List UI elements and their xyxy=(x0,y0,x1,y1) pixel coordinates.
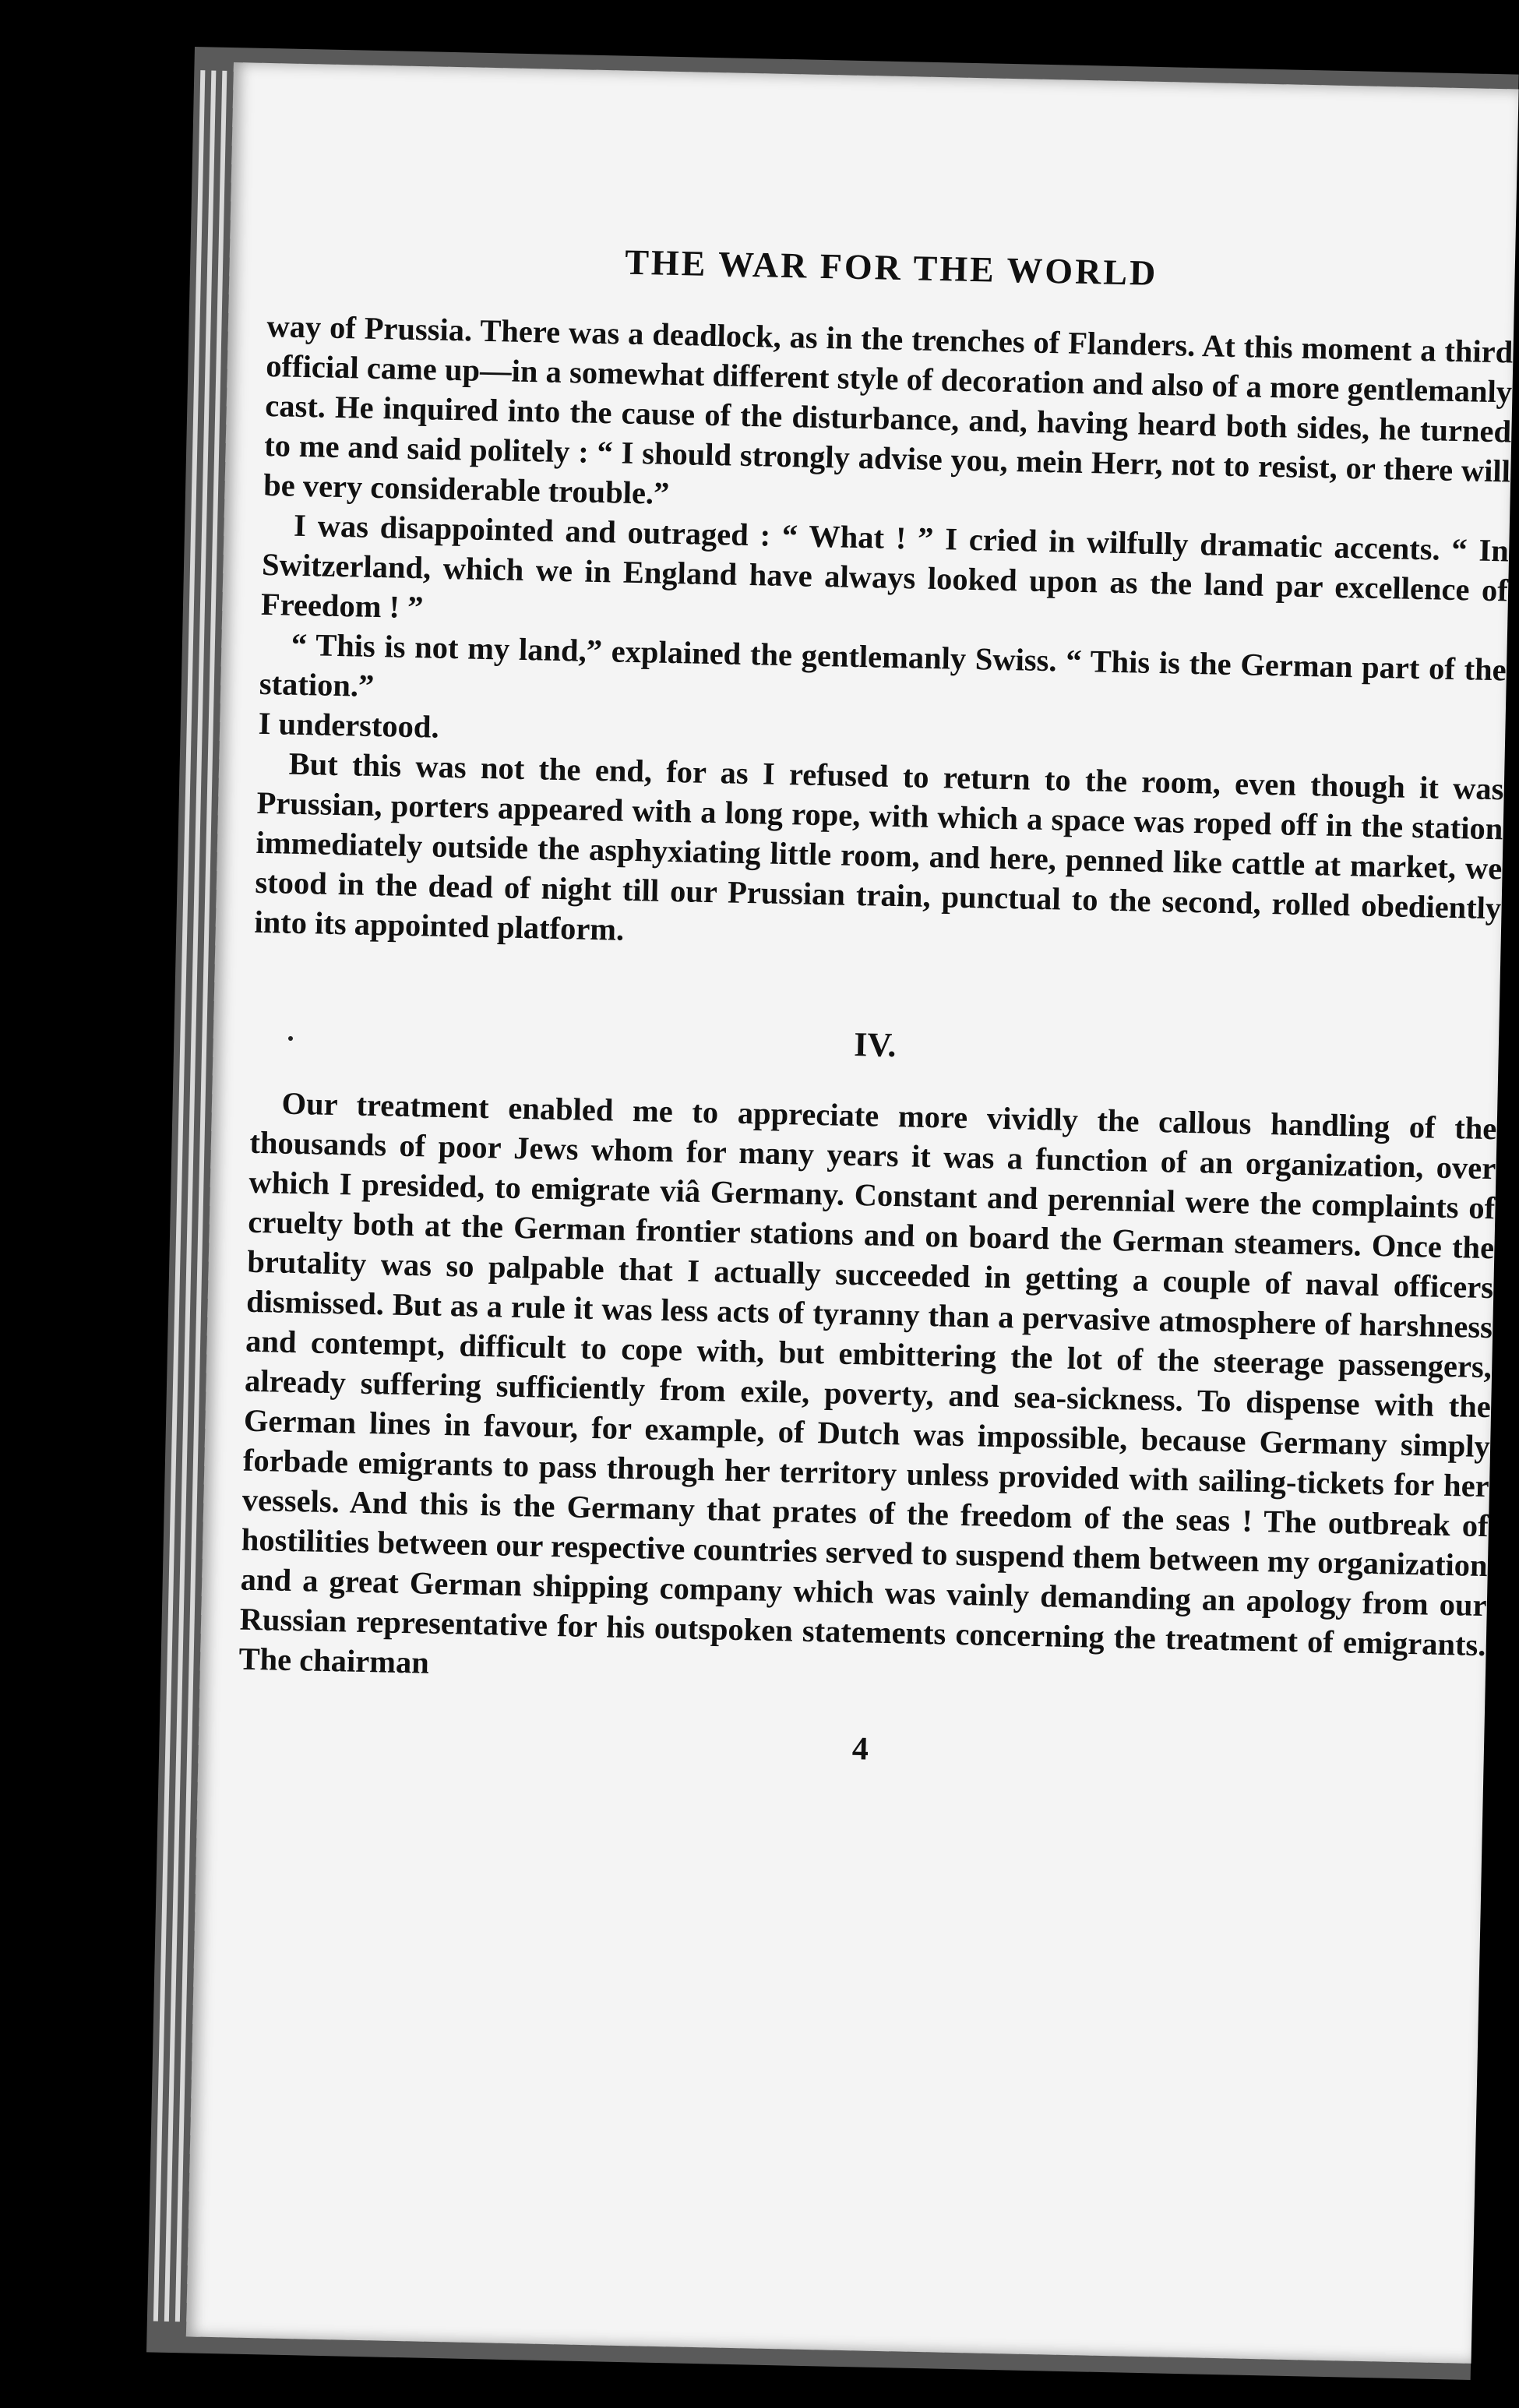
paragraph: Our treatment enabled me to appreciate more vividly the callous handling of the thousands of poor Jews whom for many years it was a function of an organization, over which I presided, to emigrate viâ Germany. Constant and perennial were the complaints of cruelty both at the German frontier stations and on board the German steamers. Once the brutality was so palpable that I actually succeeded in getting a couple of naval officers dismissed. But as a rule it was less acts of tyranny than a pervasive atmosphere of harshness and contempt, difficult to cope with, but embittering the lot of the steerage passengers, already suffering sufficiently from exile, poverty, and sea-sickness. To dispense with the German lines in favour, for example, of Dutch was impossible, because Germany simply forbade emigrants to pass through her territory unless provided with sailing-tickets for her vessels. And this is the Germany that prates of the freedom of the seas ! The outbreak of hostilities between our respective countries served to suspend them between my organization and a great German shipping company which was vainly demanding an apology from our Russian representative for his outspoken statements concerning the treatment of emigrants. The chairman xyxy=(238,1085,1497,1680)
paragraph: I understood. xyxy=(258,705,440,745)
paragraph: way of Prussia. There was a deadlock, as in the trenches of Flanders. At this moment a third official came up—in a somewhat different style of decoration and also of a more gentlemanly cast. He inquired into the cause of the disturbance, and, having heard both sides, he turned to me and said politely : “ I should strongly advise you, mein Herr, not to resist, or there will be very considerable trouble.” xyxy=(263,308,1514,511)
running-head: THE WAR FOR THE WORLD xyxy=(624,242,1158,293)
paragraph: But this was not the end, for as I refused to return to the room, even though it was Prussian, porters appeared with a long rope, with which a space was roped off in the station immediately outside the asphyxiating little room, and here, penned like cattle at market, we stood in the dead of night till our Prussian train, punctual to the second, rolled obediently into its appointed platform. xyxy=(254,746,1504,947)
page-text xyxy=(237,234,1515,1781)
paragraph: I was disappointed and outraged : “ What ! ” I cried in wilfully dramatic accents. “ In Switzerland, which we in England have always looked upon as the land par excellence of Freedom ! ” xyxy=(260,507,1510,626)
page-number: 4 xyxy=(851,1731,869,1768)
section-number: IV. xyxy=(853,1024,897,1065)
paragraph: “ This is not my land,” explained the gentlemanly Swiss. “ This is the German part of the station.” xyxy=(259,626,1507,703)
